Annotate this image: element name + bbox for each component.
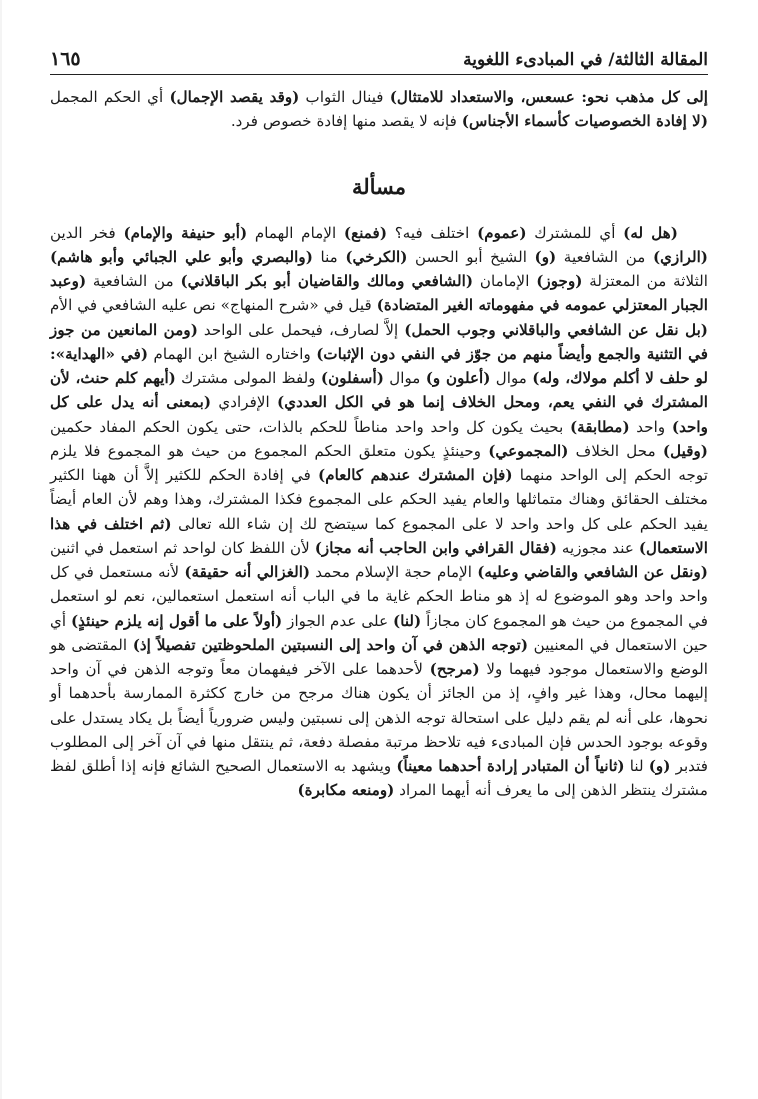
bold-matn-text: (في «الهداية»: لو حلف لا أكلم مولاك، وله) bbox=[50, 344, 709, 387]
commentary-text: عند مجوزيه bbox=[557, 538, 639, 557]
commentary-text: من الشافعية bbox=[556, 247, 653, 266]
bold-matn-text: (الغزالي أنه حقيقة) bbox=[184, 563, 311, 581]
bold-matn-text: (بل نقل عن الشافعي والباقلاني وجوب الحمل) bbox=[404, 320, 708, 339]
commentary-text: على عدم الجواز bbox=[282, 611, 394, 630]
commentary-text: أي الحكم المجمل bbox=[50, 88, 170, 106]
commentary-text: لأن اللفظ كان لواحد ثم استعمل في اثنين bbox=[50, 538, 315, 557]
bold-matn-text: (والبصري وأبو علي الجبائي وأبو هاشم) bbox=[50, 247, 313, 266]
commentary-text: أي للمشترك bbox=[526, 223, 624, 242]
bold-matn-text: (ومن المانعين من جوز في التثنية والجمع وأيضاً منهم من جوّز في النفي دون الإثبات) bbox=[50, 320, 708, 363]
header-rule bbox=[50, 74, 708, 75]
commentary-text: محل الخلاف bbox=[568, 441, 663, 460]
commentary-text: موال bbox=[383, 369, 426, 387]
commentary-text: إلاَّ لصارف، فيحمل على الواحد bbox=[197, 320, 405, 339]
bold-matn-text: إلى كل مذهب نحو: عسعس، والاستعداد للامتثال) bbox=[389, 88, 708, 106]
bold-matn-text: (مطابقة) bbox=[569, 417, 630, 436]
commentary-text: فخر الدين bbox=[50, 223, 124, 242]
paragraph-continuation bbox=[50, 85, 708, 134]
bold-matn-text: (لا إفادة الخصوصيات كأسماء الأجناس) bbox=[461, 112, 708, 131]
commentary-text: من الشافعية bbox=[86, 272, 181, 290]
commentary-text: ولفظ المولى مشترك bbox=[175, 369, 321, 387]
bold-matn-text: (لنا) bbox=[393, 611, 422, 630]
bold-matn-text: (أعلون و) bbox=[425, 369, 491, 387]
commentary-text: وحينئذٍ يكون متعلق الحكم المجموع من حيث هو المجموع فلا يلزم توجه الحكم إلى الواحد منهما bbox=[50, 441, 709, 484]
commentary-text: فينال الثواب bbox=[299, 88, 390, 106]
bold-matn-text: (بمعنى أنه يدل على كل واحد) bbox=[50, 393, 708, 436]
commentary-text: المقتضى هو الوضع والاستعمال موجود فيهما ولا bbox=[50, 635, 708, 678]
bold-matn-text: (وقيل) bbox=[662, 441, 708, 460]
commentary-text: قيل في «شرح المنهاج» نص عليه الشافعي في الأم bbox=[50, 296, 377, 315]
page-edge bbox=[0, 0, 2, 1099]
bold-matn-text: (الشافعي ومالك والقاضيان أبو بكر الباقلاني) bbox=[180, 272, 474, 290]
commentary-text: لأحدهما على الآخر فيفهمان معاً وتوجه الذهن في آن واحد إليهما محال، وهذا غير وافٍ، إذ من الجائز أن يكون هناك مرجح من خارج ككثرة الممارسة بأحدهما أو نحوها، على أنه لم يقم دليل على استحالة توجه الذهن إلى نسبتين وليس ضرورياً أيضاً بل يكاد يستدل على وقوعه بوجود الحدس فإن المبادىء فيه تلاحظ مرتبة مفصلة دفعة، ثم ينتقل منها في آن آخر إلى المطلوب فتدبر bbox=[50, 660, 708, 775]
bold-matn-text: (الكرخي) bbox=[345, 247, 408, 266]
header-title: المقالة الثالثة/ في المبادىء اللغوية bbox=[463, 50, 708, 70]
bold-matn-text: (فمنع) bbox=[343, 223, 388, 242]
commentary-text: الإمام حجة الإسلام محمد bbox=[310, 563, 478, 581]
bold-matn-text: (المجموعي) bbox=[488, 441, 569, 460]
commentary-text: فإنه لا يقصد منها إفادة خصوص فرد. bbox=[230, 112, 462, 131]
running-header bbox=[50, 40, 708, 74]
commentary-text: واحد bbox=[629, 417, 672, 436]
bold-matn-text: (أبو حنيفة والإمام) bbox=[123, 223, 248, 242]
commentary-text: الإفرادي bbox=[211, 393, 278, 412]
bold-matn-text: (وقد يقصد الإجمال) bbox=[169, 88, 300, 106]
commentary-text: اختلف فيه؟ bbox=[387, 223, 478, 242]
bold-matn-text: (ثم اختلف في هذا الاستعمال) bbox=[50, 514, 708, 557]
commentary-text: لنا bbox=[624, 757, 649, 775]
commentary-text: الإمام الهمام bbox=[247, 223, 344, 242]
commentary-text: الثلاثة من المعتزلة bbox=[582, 272, 709, 290]
page-number: ١٦٥ bbox=[50, 48, 81, 70]
commentary-text: الإمامان bbox=[473, 272, 537, 290]
bold-matn-text: (أيهم كلم حنث، لأن المشترك في النفي يعم، ومحل الخلاف إنما هو في الكل العددي) bbox=[50, 369, 708, 412]
commentary-text: واختاره الشيخ ابن الهمام bbox=[148, 344, 317, 363]
bold-matn-text: (هل له) bbox=[623, 223, 678, 242]
bold-matn-text: (أولاً على ما أقول إنه يلزم حينئذٍ) bbox=[71, 611, 283, 630]
commentary-text: موال bbox=[490, 369, 533, 387]
bold-matn-text: (ومنعه مكابرة) bbox=[297, 781, 395, 800]
section-heading: مسألة bbox=[351, 173, 407, 199]
bold-matn-text: (فإن المشترك عندهم كالعام) bbox=[318, 466, 513, 484]
commentary-text: ويشهد به الاستعمال الصحيح الشائع فإنه إذا أطلق لفظ مشترك ينتظر الذهن إلى ما يعرف أنه أيهما المراد bbox=[50, 757, 708, 800]
bold-matn-text: (وجوز) bbox=[536, 272, 583, 290]
bold-matn-text: (و) bbox=[648, 757, 671, 775]
bold-matn-text: (عموم) bbox=[477, 223, 527, 242]
commentary-text: منا bbox=[312, 247, 346, 266]
bold-matn-text: (و) bbox=[534, 247, 557, 266]
bold-matn-text: (الرازي) bbox=[652, 247, 708, 266]
commentary-text: الشيخ أبو الحسن bbox=[407, 247, 535, 266]
paragraph-masala bbox=[50, 221, 708, 803]
bold-matn-text: (ونقل عن الشافعي والقاضي وعليه) bbox=[477, 563, 708, 581]
bold-matn-text: (وعبد الجبار المعتزلي عمومه في مفهوماته الغير المتضادة) bbox=[50, 272, 708, 315]
commentary-text: في إفادة الحكم للكثير إلاَّ أن ههنا الكثير مختلف الحقائق وهناك متماثلها والعام يفيد الحكم على المجموع فكذا المشترك، وهذا وهم لأن العام أيضاً يفيد الحكم على كل واحد واحد لا على المجموع كما سيتضح لك إن شاء الله تعالى bbox=[50, 466, 708, 533]
bold-matn-text: (توجه الذهن في آن واحد إلى النسبتين الملحوظتين تفصيلاً إذ) bbox=[132, 635, 529, 654]
bold-matn-text: (أسفلون) bbox=[320, 369, 384, 387]
commentary-text: أي حين الاستعمال في المعنيين bbox=[50, 611, 708, 654]
bold-matn-text: (فقال القرافي وابن الحاجب أنه مجاز) bbox=[314, 538, 557, 557]
bold-matn-text: (مرجح) bbox=[429, 660, 480, 678]
bold-matn-text: (ثانياً أن المتبادر إرادة أحدهما معيناً) bbox=[396, 757, 625, 775]
commentary-text: بحيث يكون كل واحد واحد مناطاً للحكم بالذات، حتى يكون الحكم المفاد حكمين bbox=[50, 417, 570, 436]
commentary-text: لأنه مستعمل في كل واحد واحد وهو الموضوع له إذ هو مناط الحكم غاية ما في الباب أنه استعمل استعمالين، نعم لو استعمل في المجموع من حيث هو المجموع كان مجازاً bbox=[50, 563, 709, 630]
